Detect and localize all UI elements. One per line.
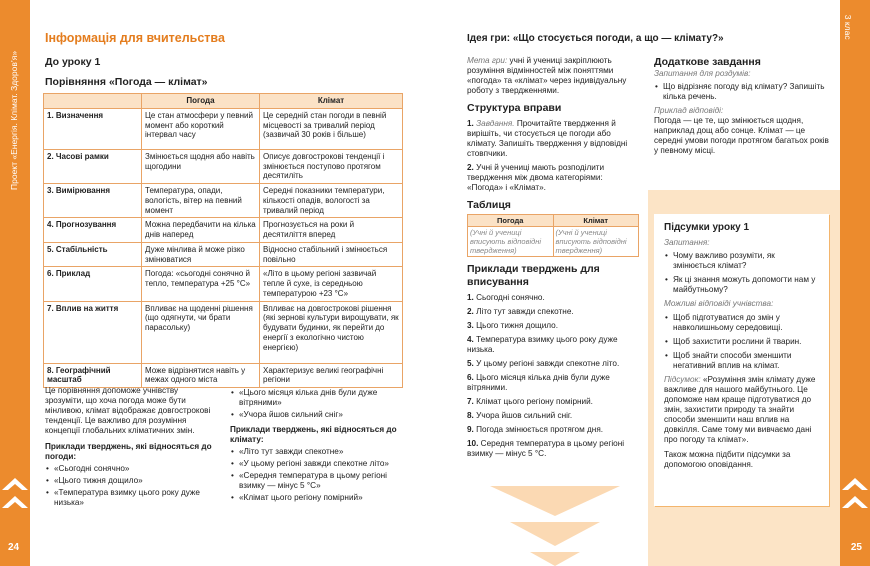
reflection-label: Запитання для роздумів:	[654, 68, 751, 78]
example-text: Літо тут завжди спекотне.	[476, 306, 574, 316]
comparison-table	[43, 93, 403, 388]
comparison-paragraph: Це порівняння допоможе учнівству зрозуміти, що хоча погода може бути мінливою, клімат відображає довгострокові тенденції. Це важливо для розуміння концепції глобальних кліматичних змін.	[45, 386, 211, 435]
table-row	[44, 218, 403, 243]
table-cell: Впливає на довгострокові рішення (які зернові культури вирощувати, як будувати будинки, як перейти до енергії з екологічно чистою енергією)	[260, 301, 403, 363]
list-item: 6. Цього місяця кілька днів були дуже вітряними.	[467, 372, 610, 392]
answer-table-header: Клімат	[553, 214, 639, 226]
list-item: • Щоб знайти способи зменшити негативний вплив на клімат.	[664, 351, 819, 371]
game-column	[467, 56, 632, 459]
table-cell: Відносно стабільний і змінюється повільно	[260, 242, 403, 267]
example-text: Сьогодні сонячно.	[476, 292, 545, 302]
table-cell: 6. Приклад	[44, 267, 142, 301]
table-row	[44, 108, 403, 149]
triangle-decoration-icon	[490, 486, 650, 566]
project-title-vertical: Проект «Енергія. Клімат. Здоров’я»	[9, 50, 19, 190]
task-2: 2. Учні й учениці мають розподілити твердження між двома категоріями: «Погода» і «Клімат».	[467, 162, 605, 192]
table-header-row	[44, 94, 403, 109]
table-cell: Змінюється щодня або навіть щогодини	[142, 149, 260, 183]
table-cell: 4. Прогнозування	[44, 218, 142, 243]
summary-result	[664, 375, 819, 445]
table-cell: Це стан атмосфери у певний момент або короткий інтервал часу	[142, 108, 260, 149]
summary-card	[654, 214, 829, 506]
table-cell: Температура, опади, вологість, вітер на певний момент	[142, 184, 260, 218]
table-header-cell: Погода	[142, 94, 260, 109]
list-item: 8. Учора йшов сильний сніг.	[467, 410, 573, 420]
extra-task	[654, 56, 834, 156]
list-item: 10. Середня температура в цьому регіоні взимку — мінус 5 °С.	[467, 438, 625, 458]
chevron-decoration-icon	[2, 476, 28, 490]
table-cell: Впливає на щоденні рішення (що одягнути, чи брати парасольку)	[142, 301, 260, 363]
extra-task-heading: Додаткове завдання	[654, 56, 761, 68]
list-item: • «Учора йшов сильний сніг»	[230, 410, 400, 420]
list-item: • «Середня температура в цьому регіоні взимку — мінус 5 °С»	[230, 471, 400, 491]
example-text: Учора йшов сильний сніг.	[476, 410, 573, 420]
list-item: • «Температура взимку цього року дуже низька»	[45, 488, 215, 508]
task-label: Завдання.	[476, 118, 515, 128]
list-item: 7. Клімат цього регіону помірний.	[467, 396, 593, 406]
left-column-text	[45, 386, 215, 508]
list-item: • Чому важливо розуміти, як змінюється клімат?	[664, 251, 819, 271]
list-item: • «Сьогодні сонячно»	[45, 464, 215, 474]
table-cell: «Літо в цьому регіоні зазвичай тепле й сухе, із середньою температурою +23 °С»	[260, 267, 403, 301]
list-item: • «У цьому регіоні завжди спекотне літо»	[230, 459, 400, 469]
table-cell: Може відрізнятися навіть у межах одного міста	[142, 363, 260, 388]
summary-answers-label: Можливі відповіді учнівства:	[664, 299, 774, 309]
list-item: 9. Погода змінюється протягом дня.	[467, 424, 604, 434]
example-text: Погода змінюється протягом дня.	[476, 424, 604, 434]
list-item: • Щоб підготуватися до змін у навколишньому середовищі.	[664, 313, 819, 333]
left-page-number: 24	[8, 541, 20, 553]
list-item: • «Літо тут завжди спекотне»	[230, 447, 400, 457]
weather-examples-heading: Приклади тверджень, які відносяться до погоди:	[45, 442, 212, 461]
summary-note: Також можна підбити підсумки за допомогою оповідання.	[664, 450, 791, 470]
summary-result-text: «Розуміння змін клімату дуже важливе для нашого майбутнього. Це допоможе нам краще підготуватися до змін, захистити природу та знайти способи зменшити наш вплив на довкілля. Саме тому ми вивчаємо дані про погоду та клімат».	[664, 375, 816, 445]
summary-heading: Підсумки уроку 1	[664, 222, 750, 233]
table-row	[44, 301, 403, 363]
grade-label-vertical: 3 клас	[843, 14, 854, 40]
example-text: Середня температура в цьому регіоні взимку — мінус 5 °С.	[467, 438, 625, 458]
list-item: 1. Сьогодні сонячно.	[467, 292, 545, 302]
example-text: У цьому регіоні завжди спекотне літо.	[476, 358, 620, 368]
table-row	[44, 267, 403, 301]
example-text: Клімат цього регіону помірний.	[476, 396, 593, 406]
summary-questions-label: Запитання:	[664, 238, 710, 248]
table-cell: Погода: «сьогодні сонячно й тепло, температура +25 °С»	[142, 267, 260, 301]
lesson-heading: До уроку 1	[45, 56, 101, 68]
answer-table	[467, 214, 639, 258]
chevron-decoration-icon	[842, 476, 868, 490]
goal-label: Мета гри:	[467, 56, 508, 65]
examples-list	[467, 293, 632, 459]
table-cell: Середні показники температури, кількості опадів, вологості за тривалий період	[260, 184, 403, 218]
table-row	[44, 184, 403, 218]
table-header-cell: Клімат	[260, 94, 403, 109]
comparison-heading: Порівняння «Погода — клімат»	[45, 76, 208, 88]
table-cell: 3. Вимірювання	[44, 184, 142, 218]
answer-table-cell: (Учні й учениці вписують відповідні твердження)	[468, 226, 554, 256]
table-cell: 1. Визначення	[44, 108, 142, 149]
chevron-decoration-icon	[842, 494, 868, 508]
example-text: Температура взимку цього року дуже низька.	[467, 334, 618, 354]
structure-heading: Структура вправи	[467, 102, 562, 114]
table-heading: Таблиця	[467, 198, 511, 211]
answer-table-header: Погода	[468, 214, 554, 226]
table-header-cell	[44, 94, 142, 109]
list-item: 4. Температура взимку цього року дуже низька.	[467, 334, 618, 354]
goal-text: учні й учениці закріплюють розуміння відмінностей між поняттями «погода» та «клімат» через індивідуальну роботу з твердженнями.	[467, 56, 627, 95]
game-goal	[467, 56, 632, 96]
climate-examples-heading: Приклади тверджень, які відносяться до клімату:	[230, 425, 397, 444]
example-text: Цього місяця кілька днів були дуже вітряними.	[467, 372, 610, 392]
list-item: 3. Цього тижня дощило.	[467, 320, 559, 330]
answer-table-cell: (Учні й учениці вписують відповідні твердження)	[553, 226, 639, 256]
examples-heading: Приклади тверджень для вписування	[467, 263, 600, 288]
table-row	[44, 149, 403, 183]
table-row	[44, 242, 403, 267]
list-item: • «Цього тижня дощило»	[45, 476, 215, 486]
sample-answer-text: Погода — це те, що змінюється щодня, наприклад дощ або сонце. Клімат — це середні умови погоди протягом багатьох років у певному місці.	[654, 115, 829, 155]
task-1: 1. Завдання. Прочитайте твердження й вирішіть, чи стосується це погоди або клімату. Запишіть твердження у відповідні стовпчики.	[467, 118, 628, 158]
table-cell: Описує довгострокові тенденції і змінюється поступово протягом десятиліть	[260, 149, 403, 183]
table-cell: Характеризує великі географічні регіони	[260, 363, 403, 388]
list-item: • Щоб захистити рослини й тварин.	[664, 337, 819, 347]
table-row	[44, 363, 403, 388]
table-cell: 2. Часові рамки	[44, 149, 142, 183]
table-cell: 7. Вплив на життя	[44, 301, 142, 363]
task-2-text: Учні й учениці мають розподілити твердження між двома категоріями: «Погода» і «Клімат».	[467, 162, 605, 192]
chevron-decoration-icon	[2, 494, 28, 508]
table-cell: 5. Стабільність	[44, 242, 142, 267]
table-cell: 8. Географічний масштаб	[44, 363, 142, 388]
list-item: 2. Літо тут завжди спекотне.	[467, 306, 574, 316]
list-item: • Як ці знання можуть допомогти нам у майбутньому?	[664, 275, 819, 295]
list-item: 5. У цьому регіоні завжди спекотне літо.	[467, 358, 620, 368]
table-cell: Можна передбачити на кілька днів наперед	[142, 218, 260, 243]
right-page-number: 25	[850, 541, 862, 553]
reflection-question: • Що відрізняє погоду від клімату? Запишіть кілька речень.	[654, 82, 834, 102]
middle-column-text	[230, 386, 400, 503]
sample-answer-label: Приклад відповіді:	[654, 105, 724, 115]
list-item: • «Цього місяця кілька днів були дуже вітряними»	[230, 388, 400, 408]
table-cell: Це середній стан погоди в певній місцевості за тривалий період (зазвичай 30 років і більше)	[260, 108, 403, 149]
example-text: Цього тижня дощило.	[476, 320, 559, 330]
list-item: • «Клімат цього регіону помірний»	[230, 493, 400, 503]
task-text: Прочитайте твердження й вирішіть, чи стосується це погоди або клімату. Запишіть твердження у відповідні стовпчики.	[467, 118, 628, 158]
page-title: Інформація для вчительства	[45, 31, 225, 45]
summary-result-label: Підсумок:	[664, 375, 701, 385]
table-cell: Прогнозується на роки й десятиліття вперед	[260, 218, 403, 243]
game-title: Ідея гри: «Що стосується погоди, а що — клімату?»	[467, 33, 724, 44]
right-side-strip	[840, 0, 870, 566]
table-cell: Дуже мінлива й може різко змінюватися	[142, 242, 260, 267]
